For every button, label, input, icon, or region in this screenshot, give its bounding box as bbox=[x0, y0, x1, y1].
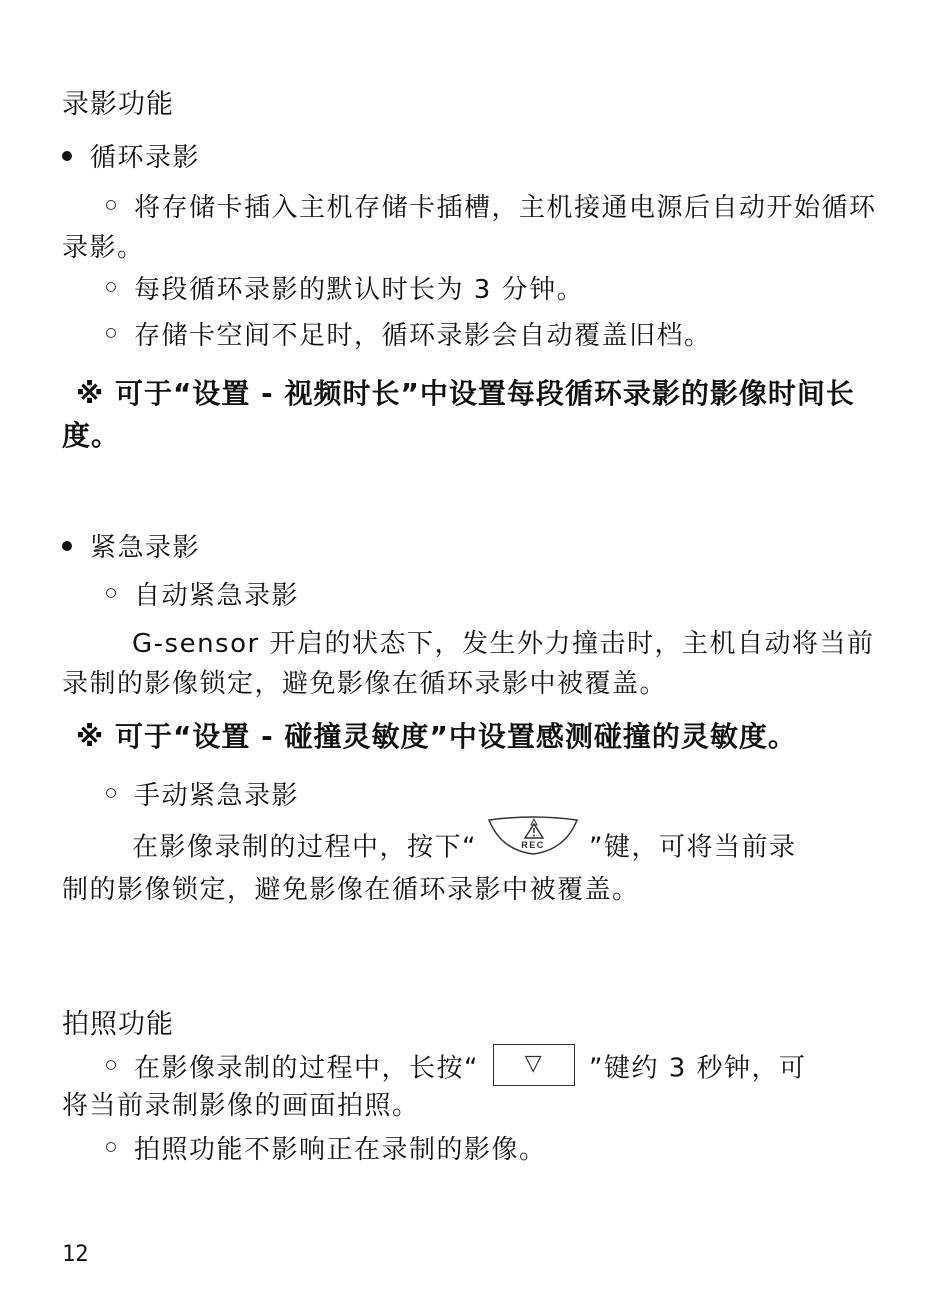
circle-bullet-icon bbox=[106, 1142, 116, 1152]
loop-record-item-2 bbox=[106, 270, 584, 310]
loop-record-item-3-text: 存储卡空间不足时，循环录影会自动覆盖旧档。 bbox=[134, 321, 712, 351]
loop-record-item-2-text: 每段循环录影的默认时长为 3 分钟。 bbox=[134, 275, 585, 305]
emergency-record-label: 紧急录影 bbox=[90, 533, 201, 563]
photo-item-1-line-2: 将当前录制影像的画面拍照。 bbox=[62, 1091, 420, 1121]
auto-emergency-label: 自动紧急录影 bbox=[134, 581, 300, 611]
loop-record-label: 循环录影 bbox=[90, 143, 201, 173]
circle-bullet-icon bbox=[106, 788, 116, 798]
page-number: 12 bbox=[62, 1242, 89, 1267]
photo-item-1-text-before: 在影像录制的过程中，长按“ bbox=[134, 1053, 479, 1084]
record-section-title: 录影功能 bbox=[62, 89, 174, 120]
loop-record-bullet bbox=[62, 138, 200, 178]
auto-emergency-item bbox=[106, 576, 299, 616]
manual-emergency-text-after: ”键，可将当前录 bbox=[588, 832, 797, 863]
bullet-dot-icon bbox=[62, 541, 72, 551]
photo-item-2-text: 拍照功能不影响正在录制的影像。 bbox=[134, 1135, 547, 1165]
loop-record-item-3 bbox=[106, 316, 712, 356]
loop-record-item-1 bbox=[62, 188, 882, 268]
circle-bullet-icon bbox=[106, 1060, 116, 1070]
circle-bullet-icon bbox=[106, 588, 116, 598]
loop-record-item-1-text: 将存储卡插入主机存储卡插槽，主机接通电源后自动开始循环录影。 bbox=[62, 193, 877, 263]
loop-record-note: ※ 可于“设置 - 视频时长”中设置每段循环录影的影像时间长度。 bbox=[62, 377, 855, 452]
photo-item-2 bbox=[106, 1130, 547, 1170]
auto-emergency-note: ※ 可于“设置 - 碰撞灵敏度”中设置感测碰撞的灵敏度。 bbox=[76, 720, 797, 753]
photo-item-1-line-1 bbox=[106, 1048, 807, 1090]
emergency-record-bullet bbox=[62, 528, 200, 568]
rec-button-icon bbox=[485, 816, 581, 868]
circle-bullet-icon bbox=[106, 200, 116, 210]
manual-emergency-item bbox=[106, 776, 299, 816]
down-arrow-key-icon bbox=[493, 1044, 575, 1086]
photo-section-title: 拍照功能 bbox=[62, 1009, 174, 1040]
circle-bullet-icon bbox=[106, 328, 116, 338]
auto-emergency-text: G-sensor 开启的状态下，发生外力撞击时，主机自动将当前录制的影像锁定，避免影像在循环录影中被覆盖。 bbox=[62, 629, 875, 699]
rec-key-label: REC bbox=[521, 840, 545, 850]
photo-item-1-text-after: ”键约 3 秒钟，可 bbox=[588, 1053, 807, 1084]
manual-emergency-line-2: 制的影像锁定，避免影像在循环录影中被覆盖。 bbox=[62, 875, 640, 905]
bullet-dot-icon bbox=[62, 151, 72, 161]
down-triangle-symbol: ▽ bbox=[524, 1051, 544, 1076]
manual-emergency-text-before: 在影像录制的过程中，按下“ bbox=[132, 832, 477, 863]
circle-bullet-icon bbox=[106, 282, 116, 292]
manual-emergency-label: 手动紧急录影 bbox=[134, 781, 300, 811]
manual-emergency-line-1 bbox=[132, 822, 796, 874]
